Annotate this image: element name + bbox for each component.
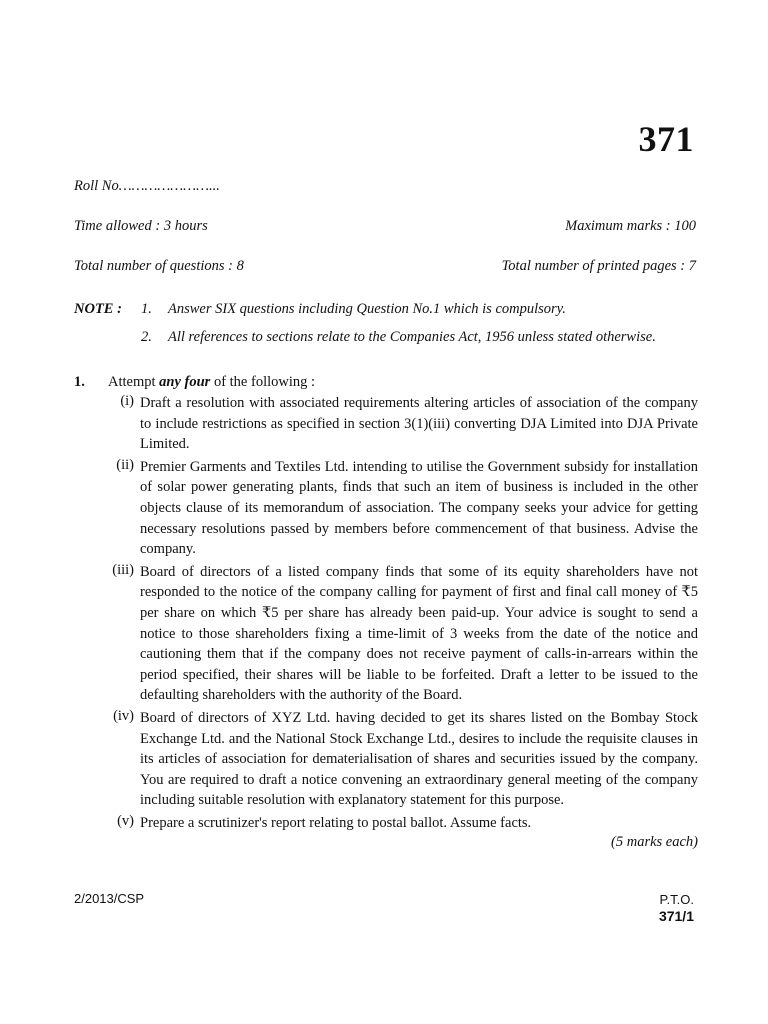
maximum-marks: Maximum marks : 100 [565, 218, 696, 234]
note-item-number: 1. [141, 301, 152, 317]
note-label: NOTE : [74, 301, 122, 317]
question-1 [74, 374, 698, 851]
note-item-text: Answer SIX questions including Question No.1 which is compulsory. [168, 301, 566, 317]
time-allowed: Time allowed : 3 hours [74, 218, 208, 234]
time-marks-row [74, 218, 696, 235]
page-code: 371/1 [658, 908, 694, 924]
note-item-number: 2. [141, 329, 152, 345]
sub-question-text: Board of directors of XYZ Ltd. having decided to get its shares listed on the Bombay Stock Exchange Ltd. and the National Stock Exchange Ltd., desires to include the requisite clauses in its articles of association for dematerialisation of shares and securities issued by the company. You are required to draft a notice convening an extraordinary general meeting of the company including suitable resolution with explanatory statement for this purpose. [140, 709, 698, 809]
question-intro: Attempt any four of the following : [108, 374, 316, 390]
sub-question [74, 562, 698, 706]
question-number: 1. [74, 374, 85, 390]
footer-code: 2/2013/CSP [74, 891, 145, 906]
sub-question-number: (ii) [116, 456, 134, 473]
sub-question [74, 457, 698, 560]
pto-label: P.T.O. [659, 892, 694, 907]
roll-number-line: Roll No…………………... [74, 178, 220, 194]
sub-question [74, 813, 698, 834]
note-item [74, 329, 704, 346]
sub-question-number: (i) [120, 393, 134, 409]
footer-right [659, 891, 694, 925]
total-questions: Total number of questions : 8 [74, 258, 244, 274]
marks-note: (5 marks each) [611, 834, 698, 851]
question-emphasis: any four [159, 374, 211, 390]
questions-pages-row [74, 258, 696, 275]
sub-question [74, 708, 698, 811]
sub-question-text: Prepare a scrutinizer's report relating to postal ballot. Assume facts. [140, 814, 532, 831]
sub-question [74, 393, 698, 455]
sub-question-text: Premier Garments and Textiles Ltd. intending to utilise the Government subsidy for installation of solar power generating plants, finds that such an item of business is included in the other objects clause of its memorandum of association. The company seeks your advice for getting necessary resolutions passed by members before commencement of that business. Advise the company. [140, 458, 698, 558]
sub-question-text: Board of directors of a listed company finds that some of its equity shareholders have not responded to the notice of the company calling for payment of first and final call money of ₹5 per share on which ₹5 per share has already been paid-up. Your advice is sought to send a notice to those shareholders fixing a time-limit of 3 weeks from the date of the notice and cautioning them that if the company does not receive payment of calls-in-arrears within the period specified, their shares will be liable to be forfeited. Draft a letter to be issued to the defaulting shareholders with the authority of the Board. [140, 563, 698, 704]
sub-question-number: (iv) [113, 707, 134, 724]
sub-question-number: (iii) [112, 561, 134, 578]
paper-code: 371 [638, 119, 694, 159]
sub-question-text: Draft a resolution with associated requirements altering articles of association of the company to include restrictions as specified in section 3(1)(iii) converting DJA Limited into DJA Private Limited. [140, 395, 698, 453]
question-heading [74, 374, 698, 391]
note-item-text: All references to sections relate to the Companies Act, 1956 unless stated otherwise. [168, 329, 656, 345]
note-item [74, 301, 704, 318]
total-pages: Total number of printed pages : 7 [501, 258, 696, 274]
sub-question-number: (v) [117, 812, 134, 829]
note-section [74, 301, 704, 357]
